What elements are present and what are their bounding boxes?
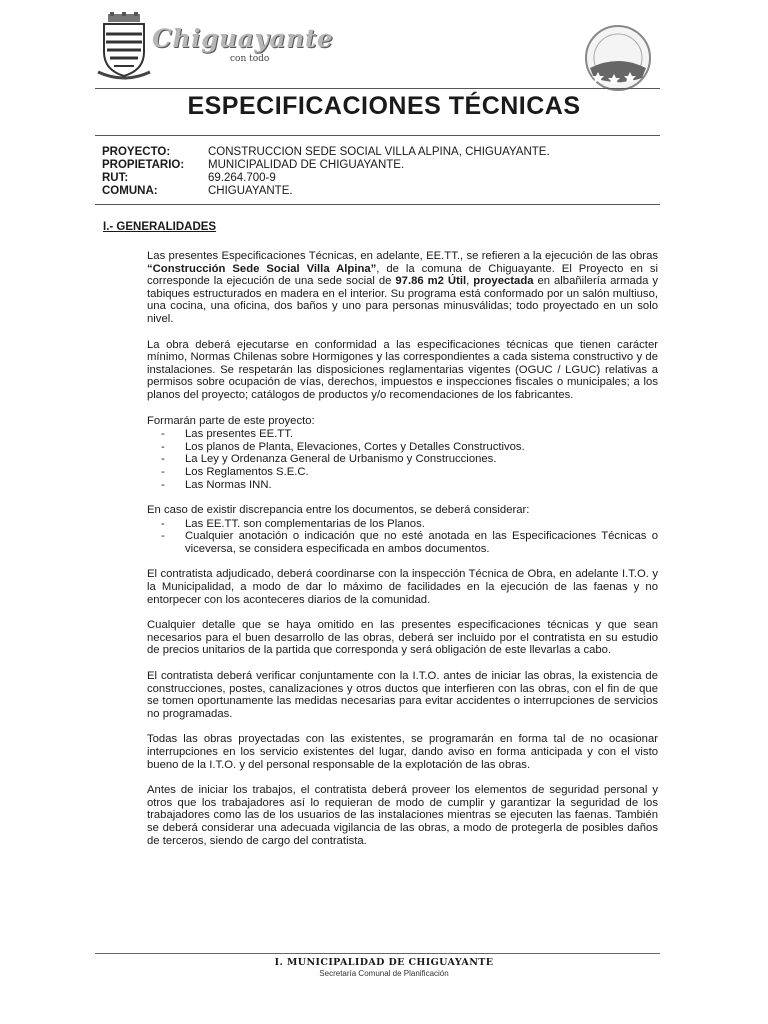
environmental-certification-seal-icon [584, 24, 652, 92]
paragraph: En caso de existir discrepancia entre los documentos, se deberá considerar: [147, 504, 530, 517]
project-name-bold: “Construcción Sede Social Villa Alpina” [147, 262, 377, 275]
bullet-dash: - [161, 465, 165, 478]
info-row-comuna [102, 185, 550, 198]
info-key: PROYECTO: [102, 146, 171, 158]
paragraph: Todas las obras proyectadas con las existentes, se programarán en forma tal de no ocasionar interrupciones en los servicio existentes del lugar, dando aviso en forma anticipada y con el visto bueno de la I.T.O. y del personal responsable de la explotación de las obras. [147, 733, 658, 771]
info-value: 69.264.700-9 [208, 172, 276, 184]
text-run: Las presentes Especificaciones Técnicas, en adelante, EE.TT., se refieren a la ejecución de las obras [147, 250, 658, 262]
footer-title: I. MUNICIPALIDAD DE CHIGUAYANTE [274, 957, 494, 968]
info-key: PROPIETARIO: [102, 159, 185, 171]
text-run: , [466, 275, 474, 288]
list-item-text: Los planos de Planta, Elevaciones, Cortes y Detalles Constructivos. [185, 440, 525, 453]
list-item [147, 441, 658, 454]
list-item [147, 479, 658, 492]
paragraph: La obra deberá ejecutarse en conformidad a las especificaciones técnicas que tienen carácter mínimo, Normas Chilenas sobre Hormigones y las correspondientes a cada sistema constructivo y de instalaciones. Se respetarán las disposiciones reglamentarias vigentes (OGUC / LGUC) relativas a permisos sobre ocupación de vías, derechos, impuestos e inspecciones fiscales o municipales; a los planos del proyecto; catálogos de productos y/o recomendaciones de los fabricantes. [147, 338, 658, 401]
bullet-dash: - [161, 530, 165, 543]
list-item-text: Los Reglamentos S.E.C. [185, 465, 309, 478]
info-key: COMUNA: [102, 185, 158, 197]
list-item [147, 466, 658, 479]
footer-subtitle: Secretaría Comunal de Planificación [319, 969, 449, 978]
list-item-text: Las Normas INN. [185, 478, 272, 491]
info-value: MUNICIPALIDAD DE CHIGUAYANTE. [208, 159, 405, 171]
section-title: I.- GENERALIDADES [103, 221, 217, 233]
list-item-text: Las EE.TT. son complementarias de los Planos. [185, 517, 425, 530]
list-discrepancy [147, 518, 658, 556]
list-item-text: La Ley y Ordenanza General de Urbanismo y Construcciones. [185, 453, 497, 466]
title-divider [95, 135, 660, 136]
info-row-rut [102, 172, 550, 185]
brand-name: Chiguayante [152, 24, 334, 53]
header-divider [95, 88, 660, 89]
project-info [102, 146, 550, 198]
paragraph: El contratista adjudicado, deberá coordinarse con la inspección Técnica de Obra, en adelante I.T.O. y la Municipalidad, a modo de dar lo máximo de facilidades en la ejecución de las faenas y no entorpecer con los aconteceres diarios de la comunidad. [147, 568, 658, 606]
document-title: ESPECIFICACIONES TÉCNICAS [187, 92, 581, 120]
list-item [147, 428, 658, 441]
text-run: , de la comuna de Chiguayante. El Proyecto en si corresponde la ejecución de una sede social de [147, 262, 658, 288]
bullet-dash: - [161, 428, 165, 441]
info-value: CHIGUAYANTE. [208, 185, 293, 197]
info-row-proyecto [102, 146, 550, 159]
bullet-dash: - [161, 478, 165, 491]
info-value: CONSTRUCCION SEDE SOCIAL VILLA ALPINA, CHIGUAYANTE. [208, 146, 550, 158]
paragraph: Formarán parte de este proyecto: [147, 414, 315, 427]
brand-logo [152, 24, 334, 64]
area-bold: 97.86 m2 Útil [395, 275, 467, 288]
info-divider [95, 204, 660, 205]
document-body [147, 250, 658, 860]
text-run: en albañilería armada y tabiques estructurados en madera en el interior. Su programa está conformado por un salón multiuso, una cocina, una oficina, dos baños y uno para personas minusválidas; todo proyectado en un solo nivel. [147, 275, 659, 325]
brand-tagline: con todo [230, 54, 270, 64]
proyectada-bold: proyectada [473, 275, 534, 288]
paragraph: Antes de iniciar los trabajos, el contratista deberá proveer los elementos de seguridad personal y otros que los trabajadores así lo requieran de modo de cumplir y garantizar la seguridad de los trabajadores como las de los usuarios de las instalaciones mientras se ejecuten las faenas. También se deberá considerar una adecuada vigilancia de las obras, a modo de protegerla de posibles daños de terceros, siendo de cargo del contratista. [147, 784, 658, 847]
list-item [147, 453, 658, 466]
info-row-propietario [102, 159, 550, 172]
info-key: RUT: [102, 172, 129, 184]
list-item-text: Cualquier anotación o indicación que no esté anotada en las Especificaciones Técnicas o viceversa, se considera especificada en ambos documentos. [185, 530, 658, 555]
list-item [147, 518, 658, 531]
paragraph: El contratista deberá verificar conjuntamente con la I.T.O. antes de iniciar las obras, la existencia de construcciones, postes, canalizaciones y otros ductos que interfieren con las obras, con el fin de que se tomen oportunamente las medidas necesarias para evitar accidentes o interrupciones de servicios no programadas. [147, 670, 658, 720]
footer-divider [95, 953, 660, 954]
bullet-dash: - [161, 440, 165, 453]
bullet-dash: - [161, 453, 165, 466]
bullet-dash: - [161, 517, 165, 530]
list-item-text: Las presentes EE.TT. [185, 428, 293, 441]
paragraph-intro [147, 250, 658, 326]
list-item [147, 530, 658, 555]
paragraph: Cualquier detalle que se haya omitido en las presentes especificaciones técnicas y que sean necesarios para el buen desarrollo de las obras, deberá ser incluido por el contratista en su estudio de precios unitarios de la partida que corresponda y será obligación de este llevarlas a cabo. [147, 619, 658, 657]
list-project-parts [147, 428, 658, 491]
municipal-crest-icon [96, 12, 152, 82]
